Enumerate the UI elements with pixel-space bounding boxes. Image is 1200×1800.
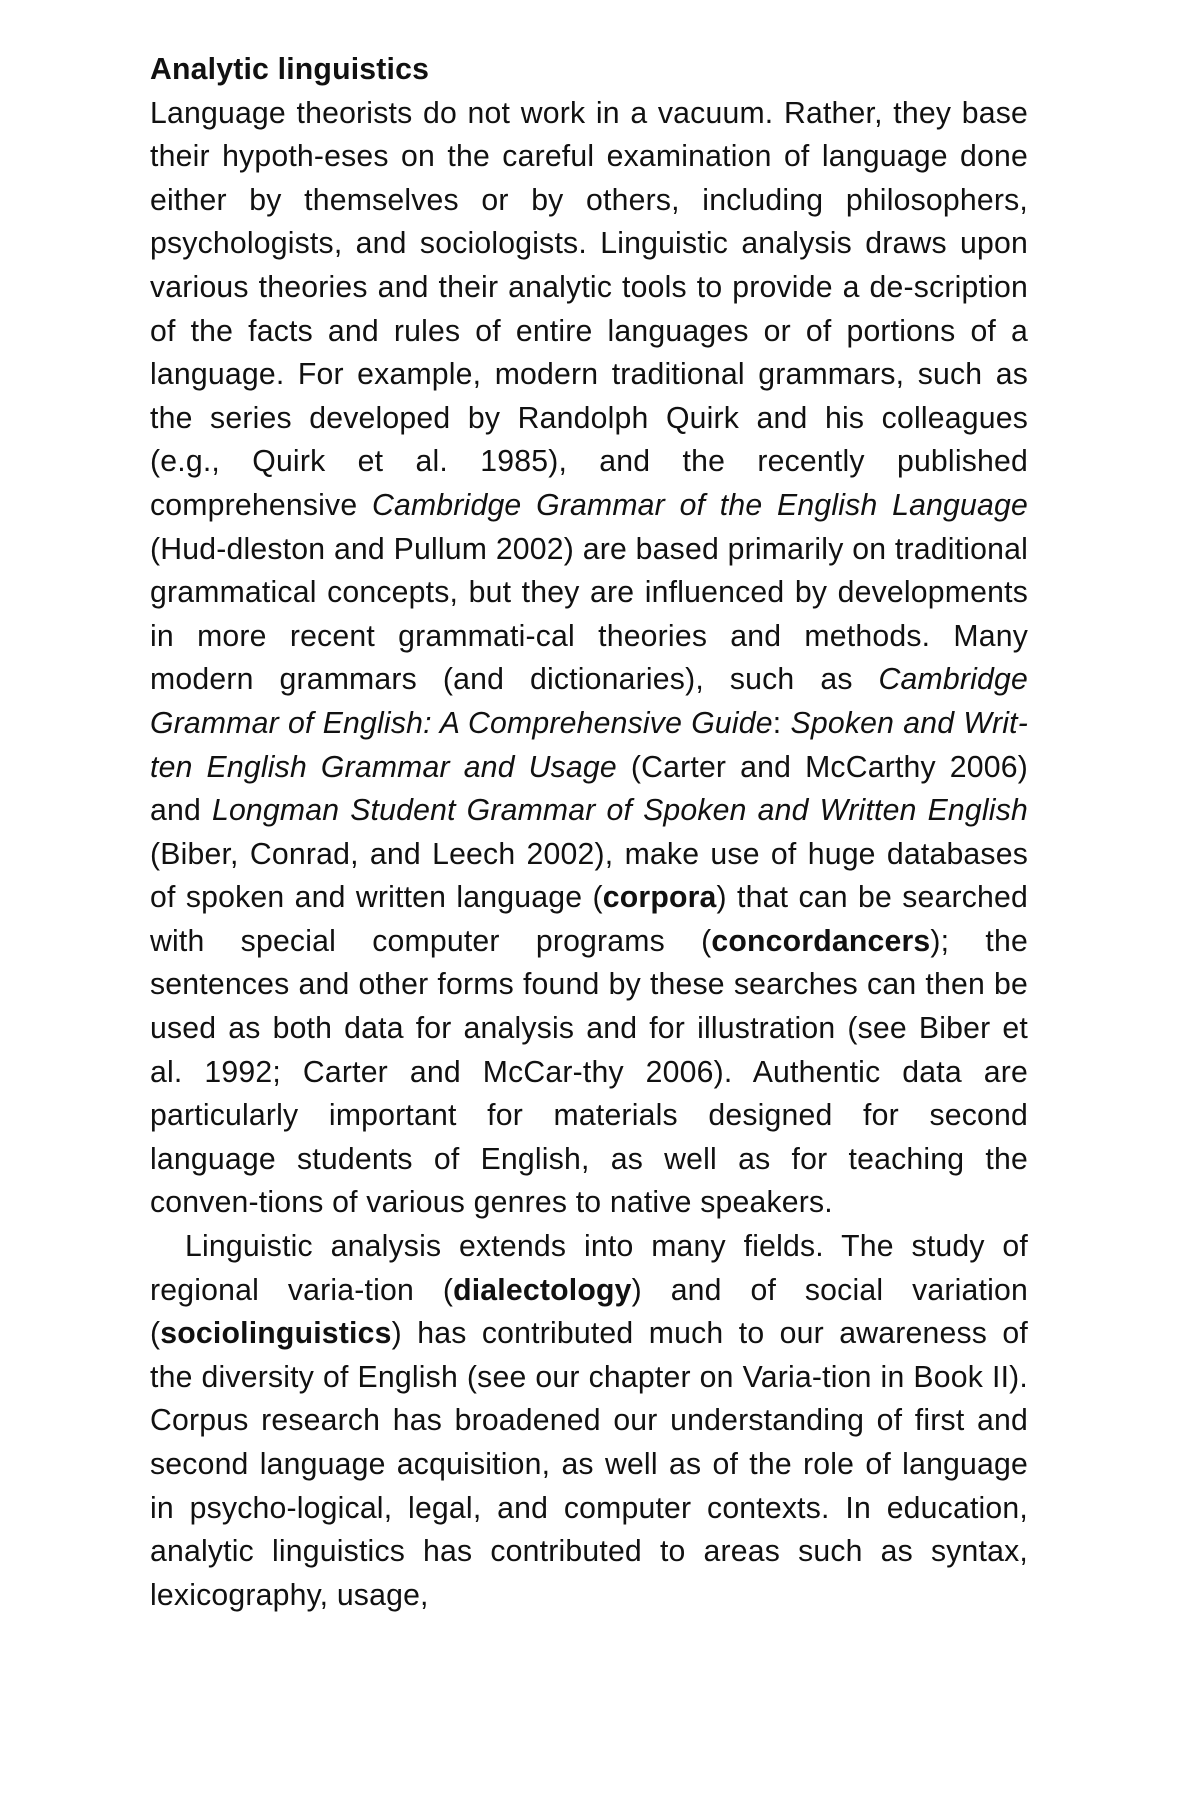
paragraph-1 (150, 92, 1028, 1225)
p1-text-7: ); the sentences and other forms found by these searches can then be used as both data for analysis and for illustration (see Biber et al. 1992; Carter and McCar-thy 2006). Authentic data are particularly important for materials designed for second language students of English, as well as for teaching the conven-tions of various genres to native speakers. (150, 924, 1028, 1220)
p1-text-2: (Hud-dleston and Pullum 2002) are based primarily on traditional grammatical concepts, but they are influenced by developments in more recent grammati-cal theories and methods. Many modern grammars (and dictionaries), such as (150, 532, 1028, 697)
p2-text-1: Linguistic analysis extends into many fields. The study of regional varia-tion ( (150, 1230, 1028, 1307)
cambridge-grammar-subtitle: Spoken and Writ-ten English Grammar and Usage (150, 706, 1029, 784)
p2-text-3: ) has contributed much to our awareness of the diversity of English (see our chapter on Varia-tion in Book II). Corpus research has broadened our understanding of first and second language acquisition, as well as of the role of language in psycho-logical, legal, and computer contexts. In education, analytic linguistics has contributed to areas such as syntax, lexicography, usage, (150, 1317, 1028, 1612)
term-concordancers: concordancers (711, 924, 931, 958)
p1-text-3: : (772, 706, 791, 740)
p2-text-2: ) and of social variation ( (150, 1273, 1028, 1351)
section-heading: Analytic linguistics (150, 53, 430, 86)
term-dialectology: dialectology (453, 1273, 632, 1307)
longman-grammar-title: Longman Student Grammar of Spoken and Written English (211, 794, 1028, 828)
p1-text-5: (Biber, Conrad, and Leech 2002), make use of huge databases of spoken and written language ( (150, 837, 1028, 915)
p1-text-1: Language theorists do not work in a vacuum. Rather, they base their hypoth-eses on the careful examination of language done either by themselves or by others, including philosophers, psychologists, and sociologists. Linguistic analysis draws upon various theories and their analytic tools to provide a de-scription of the facts and rules of entire languages or of portions of a language. For example, modern traditional grammars, such as the series developed by Randolph Quirk and his colleagues (e.g., Quirk et al. 1985), and the recently published comprehensive (150, 96, 1028, 522)
p1-text-6: ) that can be searched with special computer programs ( (150, 881, 1028, 958)
cambridge-grammar-english-language-title: Cambridge Grammar of the English Language (371, 488, 1028, 522)
document-page (150, 48, 1028, 1617)
p1-text-4: (Carter and McCarthy 2006) and (150, 750, 1028, 828)
term-corpora: corpora (602, 881, 717, 915)
term-sociolinguistics: sociolinguistics (160, 1317, 392, 1351)
paragraph-2 (150, 1225, 1028, 1617)
cambridge-grammar-of-english-title: Cambridge Grammar of English: A Comprehensive Guide (150, 663, 1028, 740)
